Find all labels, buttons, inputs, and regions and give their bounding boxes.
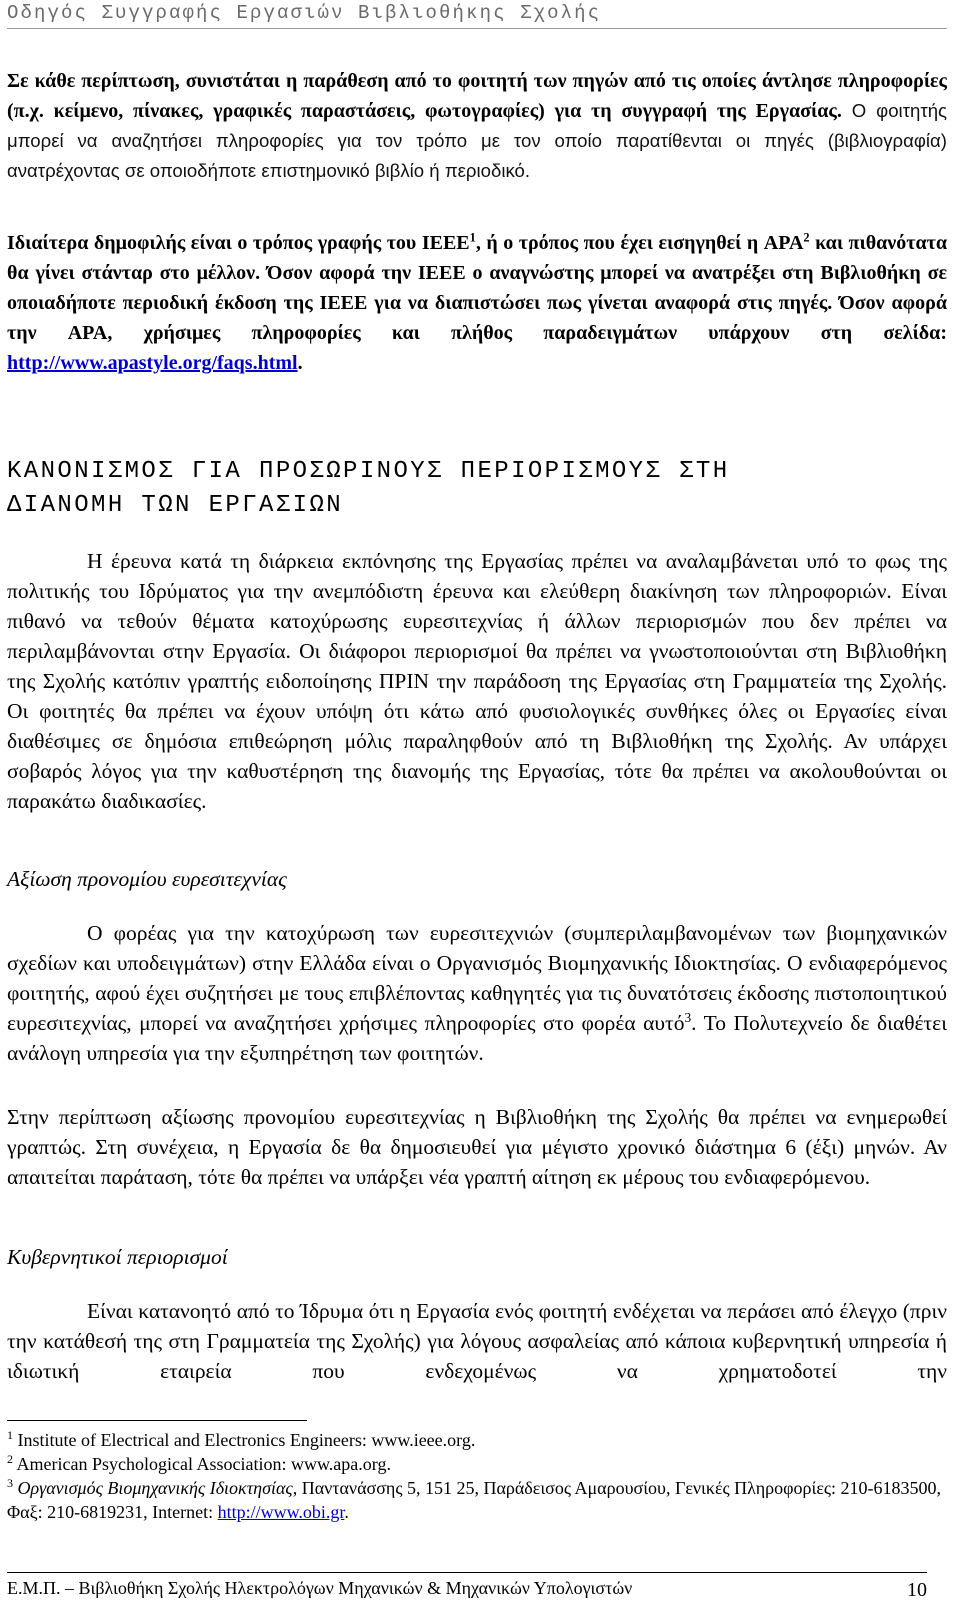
paragraph-citation-styles: [7, 228, 947, 378]
paragraph-government: Είναι κατανοητό από το Ίδρυμα ότι η Εργασία ενός φοιτητή ενδέχεται να περάσει από έλεγχο (πριν την κατάθεσή της στη Γραμματεία της Σχολής) για λόγους ασφαλείας από κάποια κυβερνητική υπηρεσία ή ιδιωτική εταιρεία που ενδεχομένως να χρηματοδοτεί την: [7, 1299, 947, 1383]
footnote-2-number: 2: [7, 1452, 13, 1466]
footnote-1-number: 1: [7, 1428, 13, 1442]
footnote-2: [7, 1452, 947, 1476]
paragraph-restrictions: Η έρευνα κατά τη διάρκεια εκπόνησης της Εργασίας πρέπει να αναλαμβάνεται υπό το φως της πολιτικής του Ιδρύματος για την ανεμπόδιστη έρευνα και ελεύθερη διακίνηση των πληροφοριών. Είναι πιθανό να τεθούν θέματα κατοχύρωσης ευρεσιτεχνίας ή άλλων περιορισμών που δεν πρέπει να περιλαμβάνονται στην Εργασία. Οι διάφοροι περιορισμοί θα πρέπει να γνωστοποιούνται στη Βιβλιοθήκη της Σχολής κατόπιν γραπτής ειδοποίησης ΠΡΙΝ την παράδοση της Εργασίας στη Γραμματεία της Σχολής. Οι φοιτητές θα πρέπει να έχουν υπόψη ότι κάτω από φυσιολογικές συνθήκες όλες οι Εργασίες είναι διαθέσιμες σε δημόσια επιθεώρηση μόλις παραληφθούν από τη Βιβλιοθήκη της Σχολής. Αν υπάρχει σοβαρός λόγος για την καθυστέρηση της διανομής της Εργασίας, τότε θα πρέπει να ακολουθούνται οι παρακάτω διαδικασίες.: [7, 549, 947, 813]
government-body: [7, 1296, 947, 1386]
page-footer: [7, 1572, 927, 1603]
citation-text-end: .: [297, 352, 303, 374]
intro-citation-styles: [7, 228, 947, 378]
citation-text-rest: και πιθανότατα θα γίνει στάνταρ στο μέλλον. Όσον αφορά την IEEE ο αναγνώστης μπορεί να ανατρέξει στη Βιβλιοθήκη σε οποιαδήποτε περιοδική έκδοση της IEEE για να διαπιστώσει πως γίνεται αναφορά στις πηγές. Όσον αφορά την APA, χρήσιμες πληροφορίες και πλήθος παραδειγμάτων υπάρχουν στη σελίδα:: [7, 232, 947, 344]
section-heading-line-1: ΚΑΝΟΝΙΣΜΟΣ ΓΙΑ ΠΡΟΣΩΡΙΝΟΥΣ ΠΕΡΙΟΡΙΣΜΟΥΣ ΣΤΗ: [7, 458, 730, 485]
section-heading-block: [7, 455, 947, 523]
patent-heading: Αξίωση προνομίου ευρεσιτεχνίας: [7, 867, 287, 891]
apastyle-link[interactable]: http://www.apastyle.org/faqs.html: [7, 352, 298, 374]
footnote-3-end: .: [344, 1502, 349, 1522]
section-heading-line-2: ΔΙΑΝΟΜΗ ΤΩΝ ΕΡΓΑΣΙΩΝ: [7, 492, 344, 519]
footnote-ref-3: 3: [684, 1010, 692, 1026]
paragraph-patent-claim: Στην περίπτωση αξίωσης προνομίου ευρεσιτεχνίας η Βιβλιοθήκη της Σχολής θα πρέπει να ενημερωθεί γραπτώς. Στη συνέχεια, η Εργασία δε θα δημοσιευθεί για μέγιστο χρονικό διάστημα 6 (έξι) μηνών. Αν απαιτείται παράταση, τότε θα πρέπει να υπάρξει νέα γραπτή αίτηση εκ μέρους του ενδιαφερόμενου.: [7, 1105, 947, 1189]
footnote-1-text: Institute of Electrical and Electronics Engineers: www.ieee.org.: [17, 1430, 476, 1450]
page-number: 10: [907, 1579, 927, 1601]
patent-body: [7, 918, 947, 1068]
citation-text-apa: , ή ο τρόπος που έχει εισηγηθεί η APA: [475, 232, 804, 254]
footnote-3-org: Οργανισμός Βιομηχανικής Ιδιοκτησίας: [17, 1478, 293, 1498]
paragraph-sources-regular: Ο φοιτητής μπορεί να αναζητήσει πληροφορίες για τον τρόπο με τον οποίο παρατίθενται οι πηγές (βιβλιογραφία) ανατρέχοντας σε οποιοδήποτε επιστημονικό βιβλίο ή περιοδικό.: [7, 100, 947, 181]
footnote-ref-1: 1: [469, 230, 476, 245]
patent-office-text: Ο φορέας για την κατοχύρωση των ευρεσιτεχνιών (συμπεριλαμβανομένων των βιομηχανικών σχεδίων και υποδειγμάτων) στην Ελλάδα είναι ο Οργανισμός Βιομηχανικής Ιδιοκτησίας. Ο ενδιαφερόμενος φοιτητής, αφού έχει συζητήσει με τους επιβλέποντας καθηγητές για τις δυνατότσεις έκδοσης πιστοποιητικού ευρεσιτεχνίας, μπορεί να αναζητήσει χρήσιμες πληροφορίες στο φορέα αυτό: [7, 921, 947, 1035]
citation-text-ieee: Ιδιαίτερα δημοφιλής είναι ο τρόπος γραφής του IEEE: [7, 232, 470, 254]
footnote-3-number: 3: [7, 1476, 13, 1490]
patent-claim-body: [7, 1102, 947, 1192]
section-body: [7, 546, 947, 816]
footnote-2-text: American Psychological Association: www.apa.org.: [16, 1454, 391, 1474]
paragraph-sources: [7, 66, 947, 186]
footnote-ref-2: 2: [803, 230, 810, 245]
government-heading-block: [7, 1242, 947, 1272]
paragraph-patent-office: [7, 918, 947, 1068]
patent-heading-block: [7, 864, 947, 894]
running-header: Οδηγός Συγγραφής Εργασιών Βιβλιοθήκης Σχολής: [7, 0, 947, 29]
obi-link[interactable]: http://www.obi.gr: [217, 1502, 345, 1522]
government-heading: Κυβερνητικοί περιορισμοί: [7, 1245, 228, 1269]
footnote-3: [7, 1476, 947, 1524]
footnote-separator: [7, 1420, 307, 1421]
footnote-3-text: , Παντανάσσης 5, 151 25, Παράδεισος Αμαρουσίου, Γενικές Πληροφορίες: 210-6183500, Φαξ: 210-6819231, Internet:: [7, 1478, 942, 1522]
paragraph-sources-bold: Σε κάθε περίπτωση, συνιστάται η παράθεση από το φοιτητή των πηγών από τις οποίες άντλησε πληροφορίες (π.χ. κείμενο, πίνακες, γραφικές παραστάσεις, φωτογραφίες) για τη συγγραφή της Εργασίας.: [7, 70, 947, 122]
intro-section: [7, 66, 947, 186]
footnotes: [7, 1428, 947, 1524]
patent-office-text-end: . Το Πολυτεχνείο δε διαθέτει ανάλογη υπηρεσία για την εξυπηρέτηση των φοιτητών.: [7, 1011, 947, 1065]
footnote-1: [7, 1428, 947, 1452]
footer-institution: Ε.Μ.Π. – Βιβλιοθήκη Σχολής Ηλεκτρολόγων Μηχανικών & Μηχανικών Υπολογιστών: [7, 1578, 633, 1598]
document-page: [7, 0, 953, 1611]
